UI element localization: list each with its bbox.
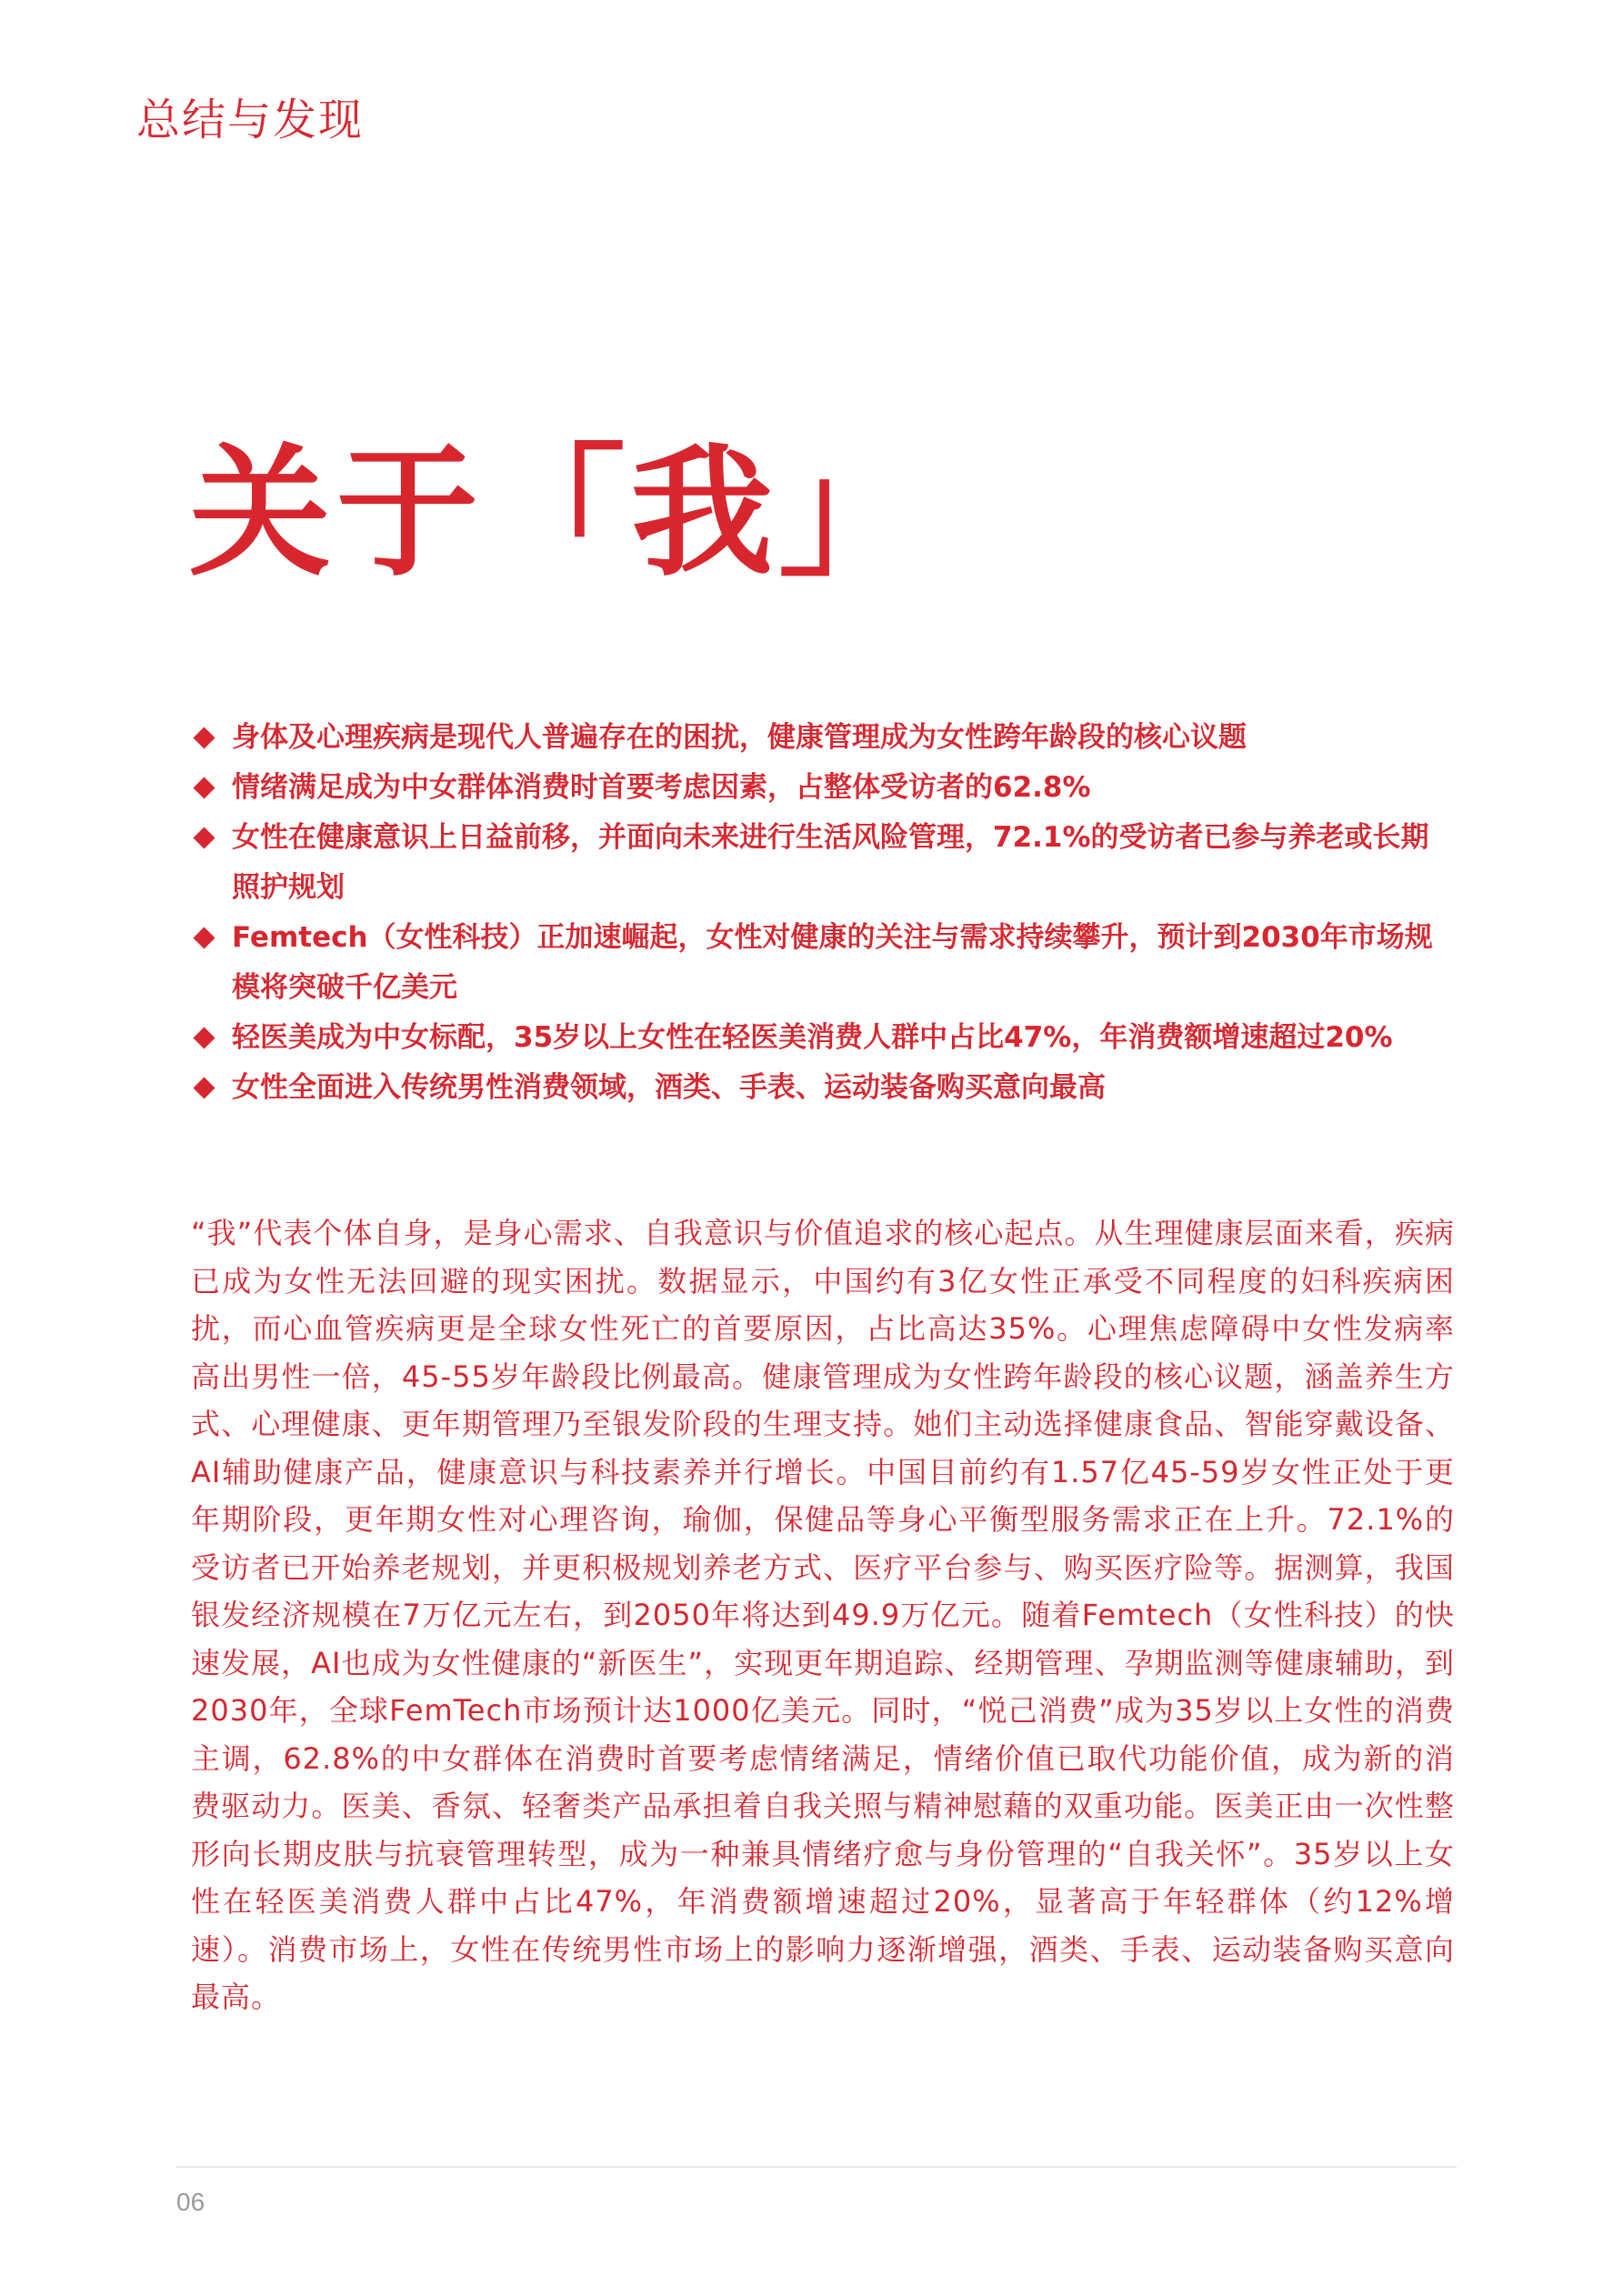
diamond-bullet-icon [193, 927, 215, 948]
key-finding-text: 女性在健康意识上日益前移，并面向未来进行生活风险管理，72.1%的受访者已参与养老或长期照护规划 [232, 821, 1429, 904]
key-finding-text: 身体及心理疾病是现代人普遍存在的困扰，健康管理成为女性跨年龄段的核心议题 [232, 721, 1247, 754]
page-number: 06 [176, 2188, 205, 2216]
key-finding-item [191, 713, 1455, 763]
body-paragraph: “我”代表个体自身，是身心需求、自我意识与价值追求的核心起点。从生理健康层面来看，疾病已成为女性无法回避的现实困扰。数据显示，中国约有3亿女性正承受不同程度的妇科疾病困扰，而心血管疾病更是全球女性死亡的首要原因，占比高达35%。心理焦虑障碍中女性发病率高出男性一倍，45-55岁年龄段比例最高。健康管理成为女性跨年龄段的核心议题，涵盖养生方式、心理健康、更年期管理乃至银发阶段的生理支持。她们主动选择健康食品、智能穿戴设备、AI辅助健康产品，健康意识与科技素养并行增长。中国目前约有1.57亿45-59岁女性正处于更年期阶段，更年期女性对心理咨询，瑜伽，保健品等身心平衡型服务需求正在上升。72.1%的受访者已开始养老规划，并更积极规划养老方式、医疗平台参与、购买医疗险等。据测算，我国银发经济规模在7万亿元左右，到2050年将达到49.9万亿元。随着Femtech（女性科技）的快速发展，AI也成为女性健康的“新医生”，实现更年期追踪、经期管理、孕期监测等健康辅助，到2030年，全球FemTech市场预计达1000亿美元。同时，“悦己消费”成为35岁以上女性的消费主调，62.8%的中女群体在消费时首要考虑情绪满足，情绪价值已取代功能价值，成为新的消费驱动力。医美、香氛、轻奢类产品承担着自我关照与精神慰藉的双重功能。医美正由一次性整形向长期皮肤与抗衰管理转型，成为一种兼具情绪疗愈与身份管理的“自我关怀”。35岁以上女性在轻医美消费人群中占比47%，年消费额增速超过20%，显著高于年轻群体（约12%增速）。消费市场上，女性在传统男性市场上的影响力逐渐增强，酒类、手表、运动装备购买意向最高。 [191, 1216, 1455, 2014]
key-finding-item [191, 1063, 1455, 1113]
key-finding-text: 轻医美成为中女标配，35岁以上女性在轻医美消费人群中占比47%，年消费额增速超过20% [232, 1021, 1393, 1054]
section-title: 总结与发现 [136, 95, 365, 145]
diamond-bullet-icon [193, 827, 215, 848]
key-finding-item [191, 763, 1455, 813]
footer-divider [176, 2166, 1457, 2168]
key-finding-item [191, 1013, 1455, 1063]
page-title: 关于「我」 [189, 430, 926, 596]
key-findings-list [191, 713, 1455, 1113]
diamond-bullet-icon [193, 1027, 215, 1048]
key-finding-item [191, 913, 1455, 1013]
key-finding-text: Femtech（女性科技）正加速崛起，女性对健康的关注与需求持续攀升，预计到2030年市场规模将突破千亿美元 [232, 921, 1433, 1004]
key-finding-text: 女性全面进入传统男性消费领域，酒类、手表、运动装备购买意向最高 [232, 1071, 1106, 1104]
diamond-bullet-icon [193, 777, 215, 798]
key-finding-item [191, 813, 1455, 913]
diamond-bullet-icon [193, 1077, 215, 1098]
key-finding-text: 情绪满足成为中女群体消费时首要考虑因素，占整体受访者的62.8% [232, 771, 1091, 804]
diamond-bullet-icon [193, 727, 215, 748]
